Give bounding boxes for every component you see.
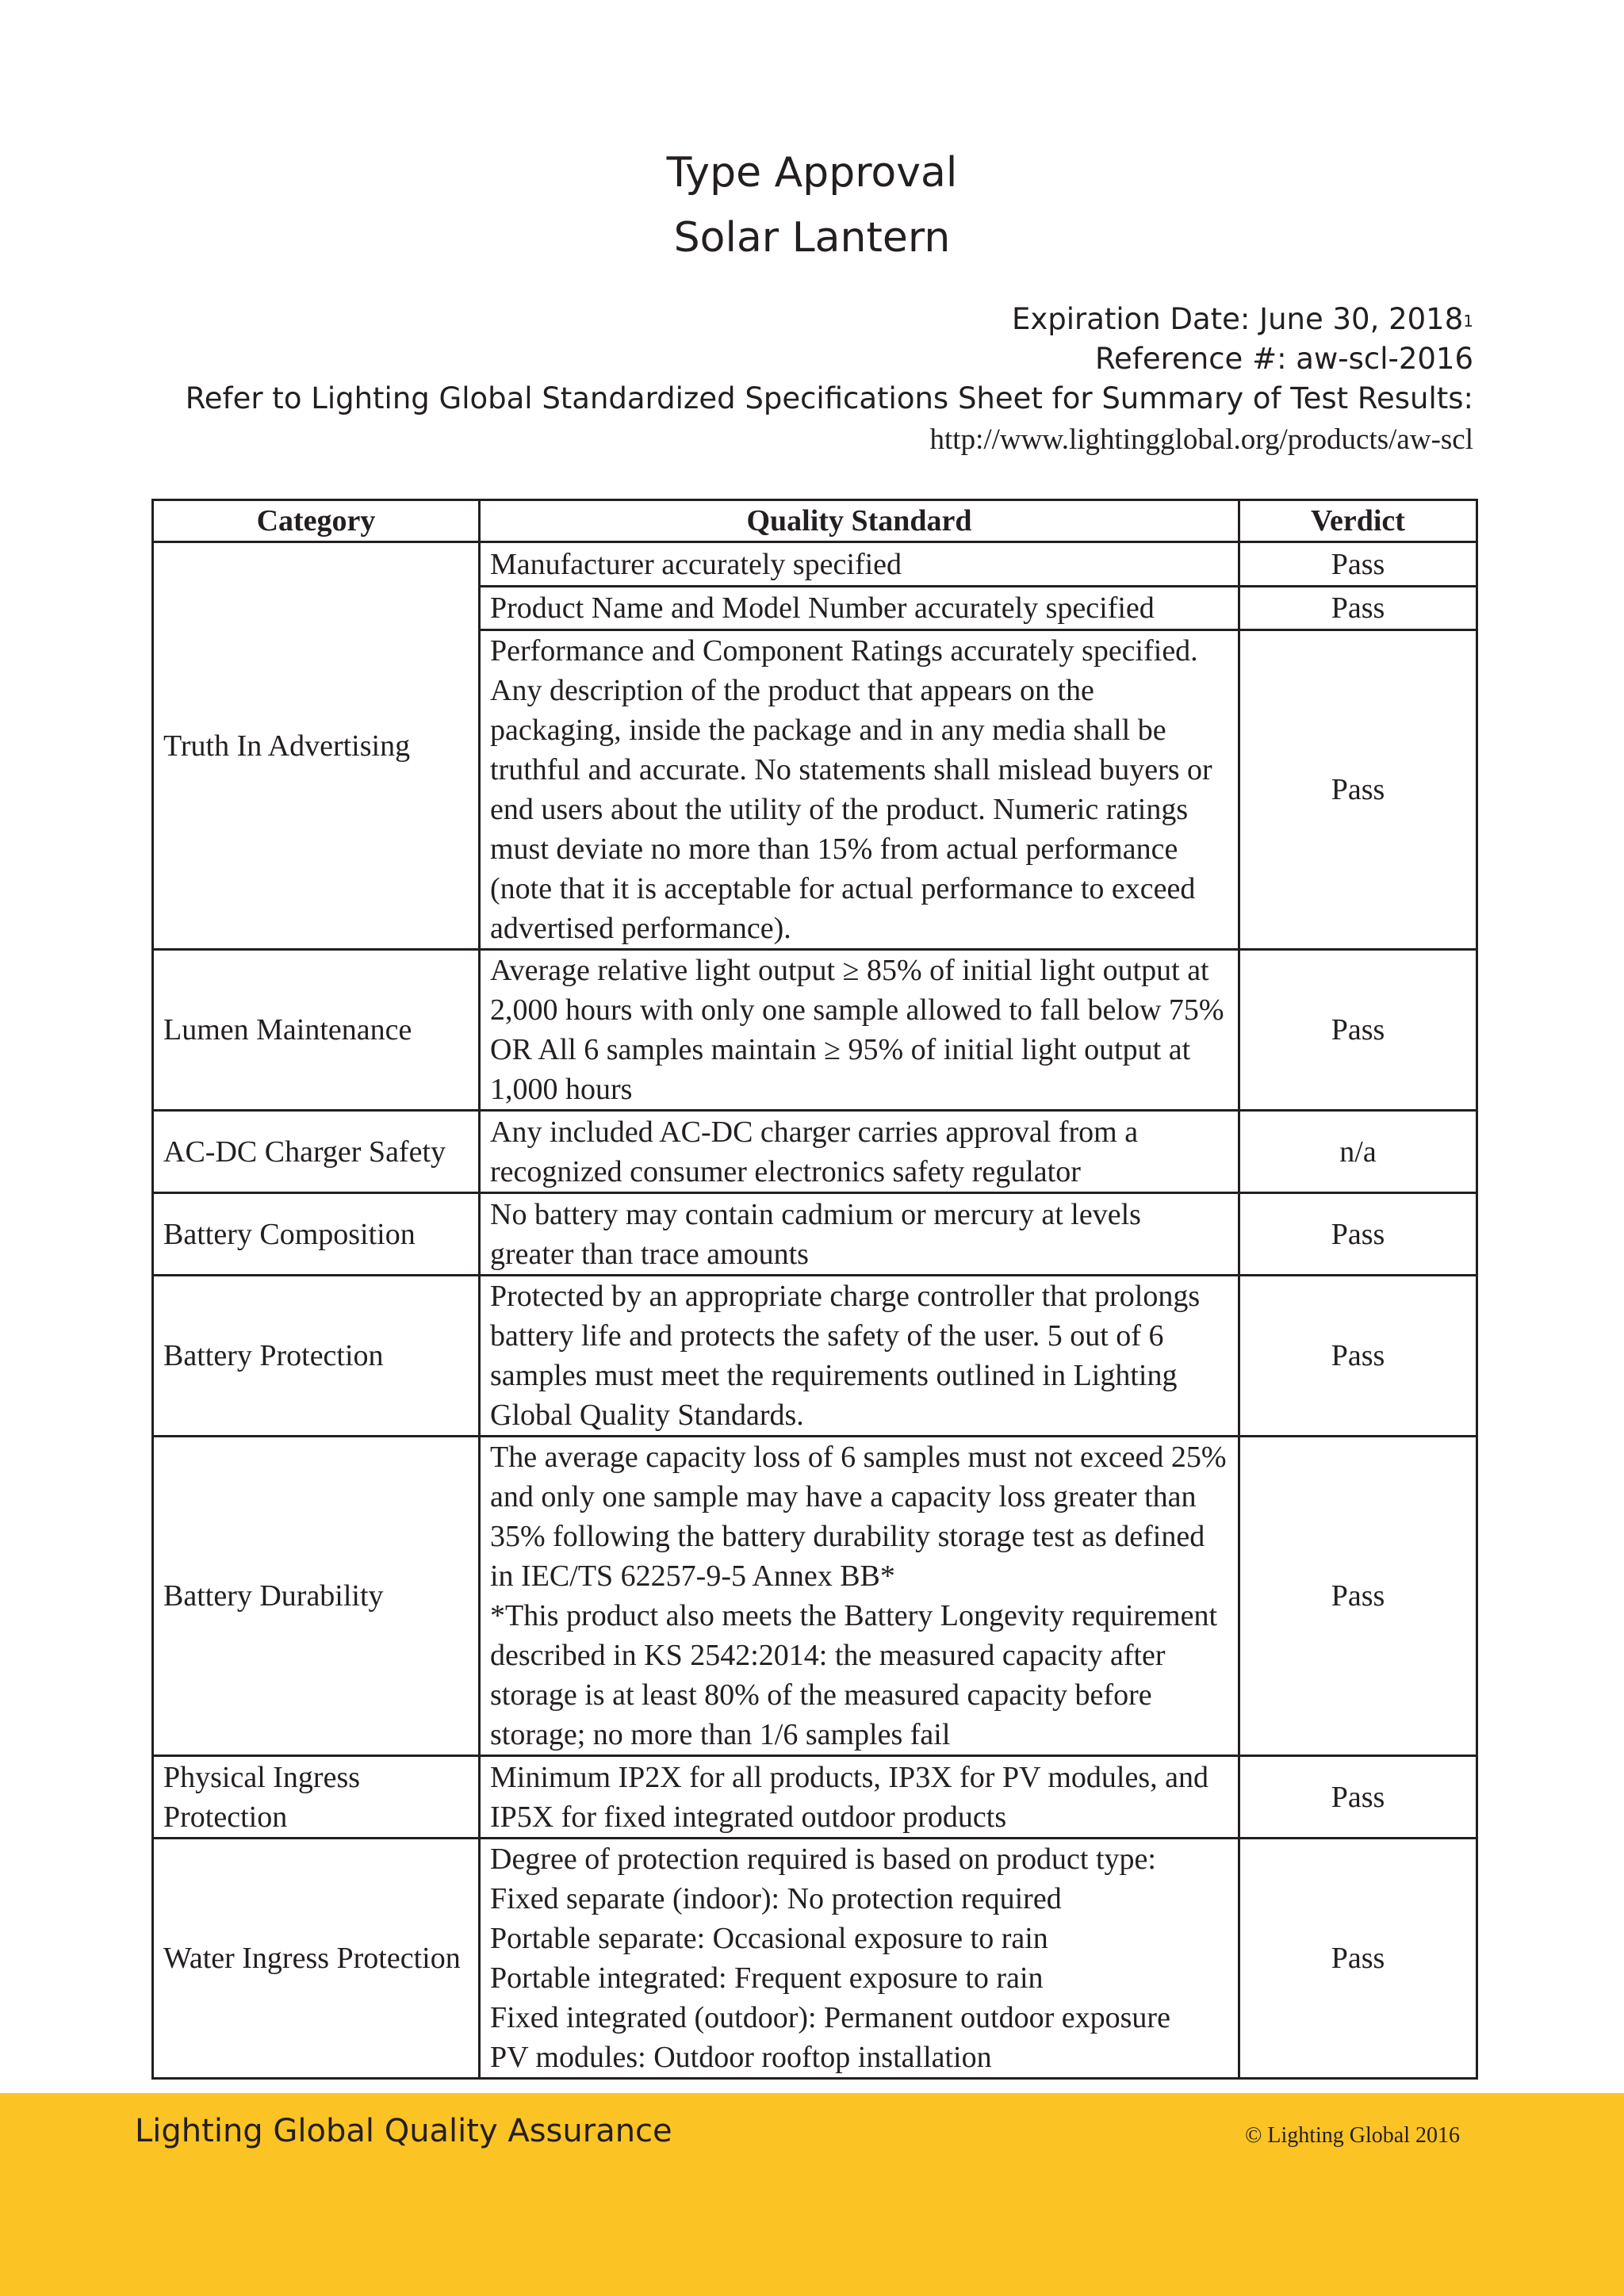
category-cell: Lumen Maintenance: [153, 950, 480, 1111]
standard-cell: Manufacturer accurately specified: [480, 542, 1239, 587]
standard-line: Fixed separate (indoor): No protection required: [490, 1882, 1062, 1915]
verdict-cell: Pass: [1239, 542, 1477, 587]
verdict-cell: Pass: [1239, 630, 1477, 950]
quality-standards-table: [151, 499, 1478, 2080]
header-category: Category: [153, 500, 480, 542]
footer-copyright: © Lighting Global 2016: [1245, 2123, 1460, 2148]
category-cell: AC-DC Charger Safety: [153, 1111, 480, 1193]
footer-brand: Lighting Global Quality Assurance: [135, 2113, 672, 2149]
category-cell: Battery Protection: [153, 1276, 480, 1437]
table-row: [153, 1276, 1477, 1437]
expiration-footnote-marker: 1: [1463, 312, 1473, 331]
verdict-cell: n/a: [1239, 1111, 1477, 1193]
verdict-cell: Pass: [1239, 1839, 1477, 2079]
verdict-cell: Pass: [1239, 1437, 1477, 1756]
standard-cell: [480, 1839, 1239, 2079]
reference-number: Reference #: aw-scl-2016: [1094, 342, 1473, 376]
category-cell: Truth In Advertising: [153, 542, 480, 950]
expiration-date: [1012, 300, 1473, 339]
verdict-cell: Pass: [1239, 1193, 1477, 1276]
standard-cell: Any included AC-DC charger carries approval from a recognized consumer electronics safety regulator: [480, 1111, 1239, 1193]
standard-cell: Performance and Component Ratings accurately specified. Any description of the product that appears on the packaging, inside the package and in any media shall be truthful and accurate. No statements shall mislead buyers or end users about the utility of the product. Numeric ratings must deviate no more than 15% from actual performance (note that it is acceptable for actual performance to exceed advertised performance).: [480, 630, 1239, 950]
standard-cell: No battery may contain cadmium or mercury at levels greater than trace amounts: [480, 1193, 1239, 1276]
standard-cell: Minimum IP2X for all products, IP3X for PV modules, and IP5X for fixed integrated outdoor products: [480, 1756, 1239, 1839]
table-row: [153, 1839, 1477, 2079]
standard-footnote: *This product also meets the Battery Longevity requirement described in KS 2542:2014: the measured capacity after storage is at least 80% of the measured capacity before storage; no more than 1/6 samples fail: [490, 1599, 1218, 1751]
category-cell: Battery Durability: [153, 1437, 480, 1756]
document-subtitle: Solar Lantern: [673, 214, 951, 262]
table-row: [153, 542, 1477, 587]
standard-line: Fixed integrated (outdoor): Permanent outdoor exposure: [490, 2001, 1170, 2034]
standard-text: The average capacity loss of 6 samples must not exceed 25% and only one sample may have a capacity loss greater than 35% following the battery durability storage test as defined in IEC/TS 62257-9-5 Annex BB*: [490, 1441, 1227, 1593]
standard-cell: Product Name and Model Number accurately specified: [480, 587, 1239, 630]
refer-instruction: Refer to Lighting Global Standardized Specifications Sheet for Summary of Test Results:: [185, 381, 1473, 415]
standard-line: Portable integrated: Frequent exposure to rain: [490, 1961, 1044, 1995]
verdict-cell: Pass: [1239, 1756, 1477, 1839]
verdict-cell: Pass: [1239, 950, 1477, 1111]
standard-line: Degree of protection required is based on product type:: [490, 1843, 1156, 1876]
standard-cell: [480, 1437, 1239, 1756]
standard-cell: Average relative light output ≥ 85% of initial light output at 2,000 hours with only one sample allowed to fall below 75% OR All 6 samples maintain ≥ 95% of initial light output at 1,000 hours: [480, 950, 1239, 1111]
product-url[interactable]: http://www.lightingglobal.org/products/aw-scl: [929, 423, 1473, 456]
header-quality-standard: Quality Standard: [480, 500, 1239, 542]
table-row: [153, 1437, 1477, 1756]
table-header-row: [153, 500, 1477, 542]
verdict-cell: Pass: [1239, 587, 1477, 630]
category-cell: Physical Ingress Protection: [153, 1756, 480, 1839]
table-row: [153, 1193, 1477, 1276]
table-row: [153, 950, 1477, 1111]
verdict-cell: Pass: [1239, 1276, 1477, 1437]
standard-line: PV modules: Outdoor rooftop installation: [490, 2041, 992, 2074]
table-row: [153, 1111, 1477, 1193]
category-cell: Water Ingress Protection: [153, 1839, 480, 2079]
expiration-date-text: Expiration Date: June 30, 2018: [1011, 302, 1464, 336]
standard-cell: Protected by an appropriate charge controller that prolongs battery life and protects the safety of the user. 5 out of 6 samples must meet the requirements outlined in Lighting Global Quality Standards.: [480, 1276, 1239, 1437]
standard-line: Portable separate: Occasional exposure to rain: [490, 1922, 1048, 1955]
category-cell: Battery Composition: [153, 1193, 480, 1276]
document-title: Type Approval: [666, 149, 958, 197]
table-row: [153, 1756, 1477, 1839]
header-verdict: Verdict: [1239, 500, 1477, 542]
